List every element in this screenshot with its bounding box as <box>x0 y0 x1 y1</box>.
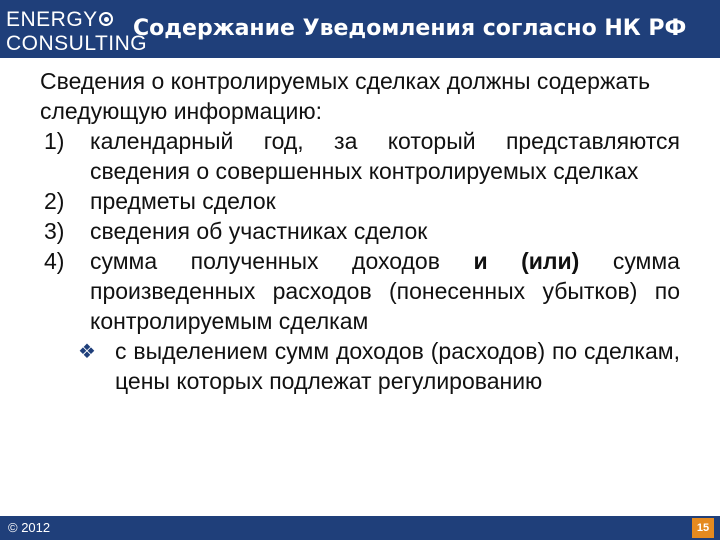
list-item-text-bold: и (или) <box>473 248 580 274</box>
page-number: 15 <box>692 518 714 538</box>
energy-consulting-logo <box>6 6 148 55</box>
list-number: 2) <box>44 188 65 214</box>
logo-swirl-icon <box>99 12 113 26</box>
logo-line2: CONSULTING <box>6 32 148 55</box>
footer-bar <box>0 516 720 540</box>
logo-line1: ENERGY <box>6 8 98 31</box>
list-number: 4) <box>44 248 65 274</box>
diamond-bullet-icon: ❖ <box>78 341 96 363</box>
list-item-text: предметы сделок <box>90 188 276 214</box>
list-item-text-start: сумма полученных доходов <box>90 248 474 274</box>
sub-bullet-text: с выделением сумм доходов (расходов) по сделкам, цены которых подлежат регулированию <box>115 338 680 394</box>
list-number: 1) <box>44 128 65 154</box>
sub-bullet-item <box>40 336 680 396</box>
list-item <box>40 216 680 246</box>
list-item-text-end: сумма произведенных расходов (понесенных убытков) по контролируемым сделкам <box>90 248 680 334</box>
list-item-text: сведения об участниках сделок <box>90 218 428 244</box>
copyright-text: © 2012 <box>8 520 51 535</box>
intro-text: Сведения о контролируемых сделках должны содержать следующую информацию: <box>40 68 651 124</box>
list-number: 3) <box>44 218 65 244</box>
list-item <box>40 126 680 186</box>
list-item <box>40 246 680 336</box>
slide-title: Содержание Уведомления согласно НК РФ <box>133 16 687 41</box>
header-bar <box>0 0 720 58</box>
slide-content <box>40 66 680 396</box>
list-item <box>40 186 680 216</box>
list-item-text: календарный год, за который представляются сведения о совершенных контролируемых сделках <box>90 128 680 184</box>
